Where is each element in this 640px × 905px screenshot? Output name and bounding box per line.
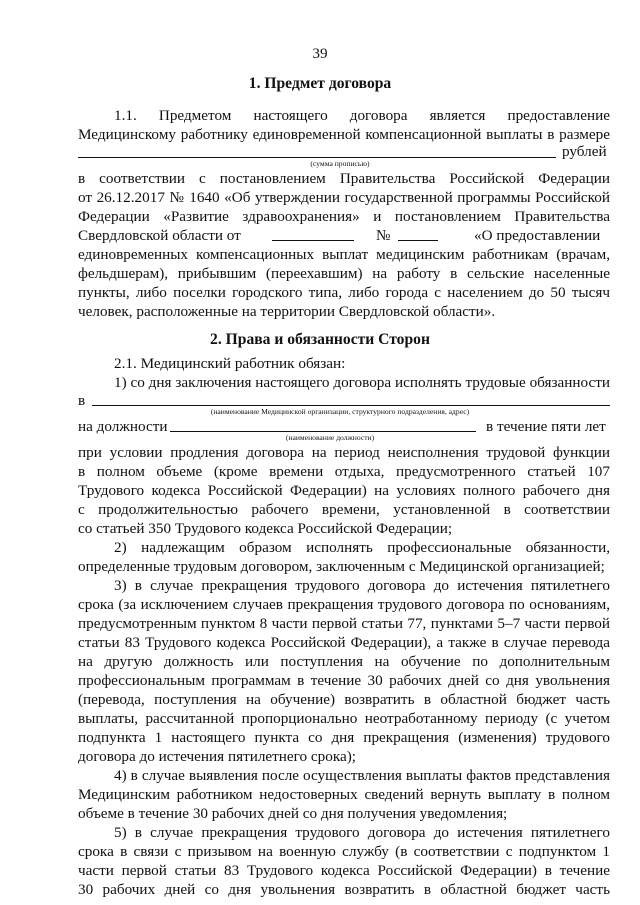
- page-number: 39: [312, 45, 328, 62]
- item-3-last-line: договора до истечения пятилетнего срока);: [78, 748, 357, 765]
- item-3-line: подпункта 1 настоящего пункта со дня прекращения (изменения) трудового: [78, 729, 610, 746]
- section-2-intro: 2.1. Медицинский работник обязан:: [114, 355, 346, 372]
- section-1-line: 1.1. Предметом настоящего договора является предоставление: [114, 107, 610, 124]
- item-1-line: в полном объеме (кроме времени отдыха, предусмотренного статьей 107: [78, 463, 610, 480]
- date-line-prefix: Свердловской области от: [78, 227, 241, 244]
- section-1-tail-line: единовременных компенсационных выплат медицинским работникам (врачам,: [78, 246, 610, 263]
- org-blank-line: [92, 405, 610, 406]
- position-caption: (наименование должности): [285, 433, 375, 442]
- org-prefix: в: [78, 392, 86, 409]
- item-3-line: профессиональным программам в течение 30 рабочих дней со дня увольнения: [78, 672, 610, 689]
- item-2-line: 2) надлежащим образом исполнять профессиональные обязанности,: [114, 539, 610, 556]
- number-sign: №: [376, 227, 391, 244]
- item-3-line: на другую должность или поступления на обучение по дополнительным: [78, 653, 610, 670]
- item-3-line: статьи 83 Трудового кодекса Российской Федерации), а также в случае перевода: [78, 634, 610, 651]
- item-2-last-line: определенные трудовым договором, заключенным с Медицинской организацией;: [78, 558, 605, 575]
- item-3-line: (перевода, поступления на обучение) возвратить в областной бюджет часть: [78, 691, 610, 708]
- section-1-tail-line: пункты, либо поселки городского типа, либо города с населением до 50 тысяч: [78, 284, 610, 301]
- section-1-line: Медицинскому работнику единовременной компенсационной выплаты в размере: [78, 126, 610, 143]
- amount-suffix: рублей: [562, 143, 607, 160]
- item-3-line: предусмотренным пунктом 8 части первой статьи 77, пунктами 5–7 части первой: [78, 615, 610, 632]
- position-suffix: в течение пяти лет: [486, 418, 606, 435]
- item-4-last-line: объеме в течение 30 рабочих дней со дня получения уведомления;: [78, 805, 508, 822]
- section-1-tail-line: фельдшерам), прибывшим (переехавшим) на работу в сельские населенные: [78, 265, 610, 282]
- position-blank-line: [170, 431, 476, 432]
- item-1-first-line: 1) со дня заключения настоящего договора исполнять трудовые обязанности: [114, 374, 610, 391]
- date-line-suffix: «О предоставлении: [474, 227, 601, 244]
- section-1-body-line: Федерации «Развитие здравоохранения» и постановлением Правительства: [78, 208, 610, 225]
- section-2-heading: 2. Права и обязанности Сторон: [210, 331, 430, 348]
- section-1-tail-line: человек, расположенные на территории Свердловской области».: [78, 303, 496, 320]
- item-4-line: Медицинским работником недостоверных сведений вернуть выплату в полном: [78, 786, 610, 803]
- item-5-line: 5) в случае прекращения трудового договора до истечения пятилетнего: [114, 824, 610, 841]
- item-5-line: части первой статьи 83 Трудового кодекса Российской Федерации) в течение: [78, 862, 610, 879]
- org-caption: (наименование Медицинской организации, структурного подразделения, адрес): [210, 407, 470, 416]
- item-3-line: выплаты, рассчитанной пропорционально неотработанному периоду (с учетом: [78, 710, 610, 727]
- item-1-line: Трудового кодекса Российской Федерации) на условиях полного рабочего дня: [78, 482, 610, 499]
- amount-blank-line: [78, 157, 556, 158]
- section-1-body-line: от 26.12.2017 № 1640 «Об утверждении государственной программы Российской: [78, 189, 610, 206]
- section-1-body-line: в соответствии с постановлением Правительства Российской Федерации: [78, 170, 610, 187]
- position-prefix: на должности: [78, 418, 168, 435]
- section-1-heading: 1. Предмет договора: [248, 75, 392, 92]
- amount-caption: (сумма прописью): [310, 159, 370, 168]
- item-4-line: 4) в случае выявления после осуществления выплаты фактов представления: [114, 767, 610, 784]
- item-3-line: срока (за исключением случаев прекращения трудового договора по основаниям,: [78, 596, 610, 613]
- item-1-line: с продолжительностью рабочего времени, установленной в соответствии: [78, 501, 610, 518]
- item-1-last-line: со статьей 350 Трудового кодекса Российской Федерации;: [78, 520, 453, 537]
- item-5-line: срока в связи с призывом на военную службу (в соответствии с подпунктом 1: [78, 843, 610, 860]
- date-blank-line: [272, 240, 354, 241]
- item-3-line: 3) в случае прекращения трудового договора до истечения пятилетнего: [114, 577, 610, 594]
- item-1-line: при условии продления договора на период неисполнения трудовой функции: [78, 444, 610, 461]
- item-5-line: 30 рабочих дней со дня увольнения возвратить в областной бюджет часть: [78, 881, 610, 898]
- number-blank-line: [398, 240, 438, 241]
